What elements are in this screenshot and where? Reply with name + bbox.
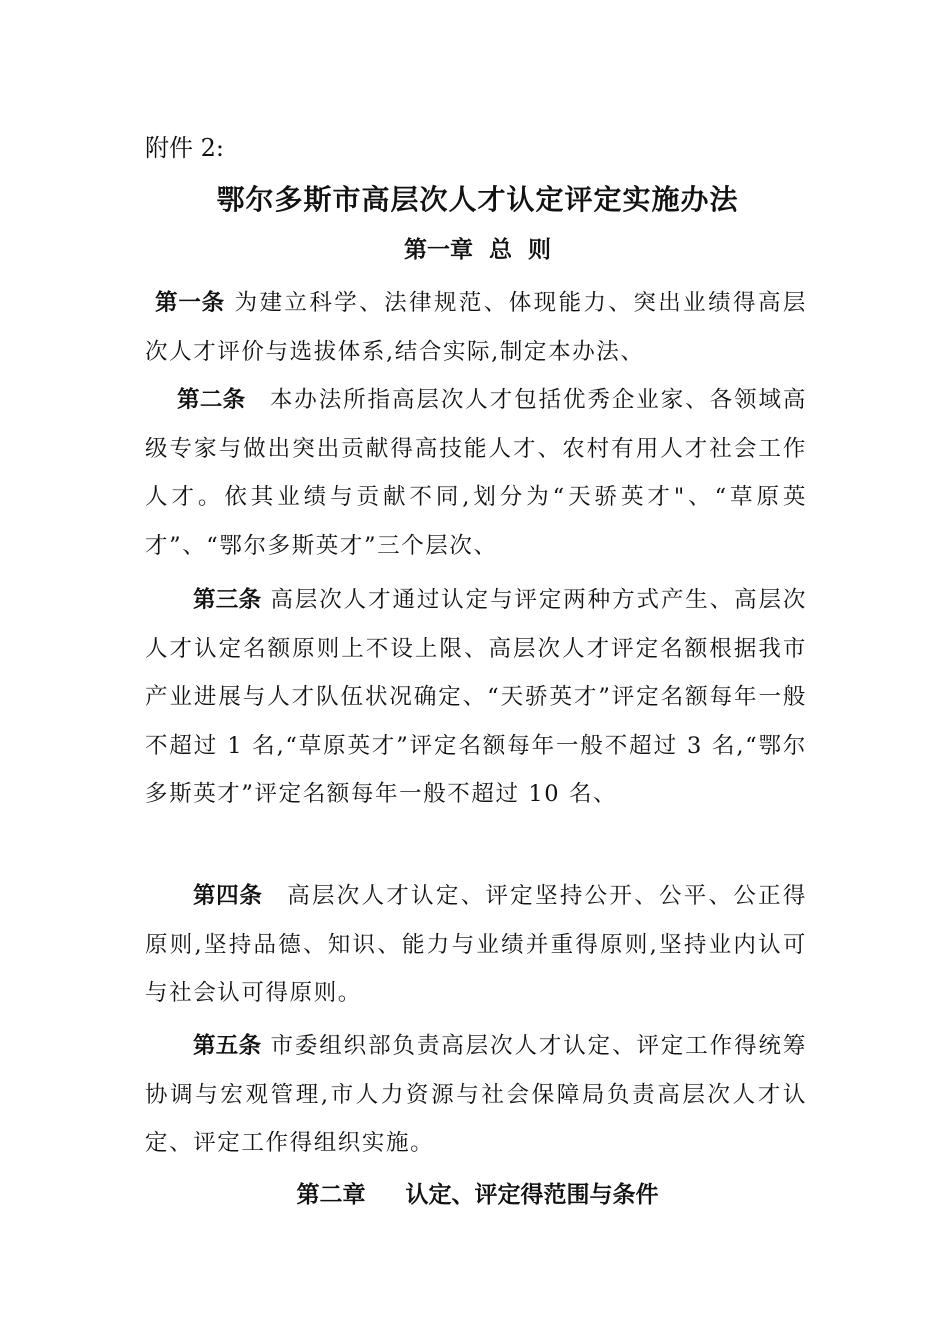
article-2 [145, 376, 807, 570]
article-5 [145, 1022, 807, 1168]
article-label: 第一条 [155, 290, 225, 316]
article-text: 高层次人才通过认定与评定两种方式产生、高层次人才认定名额原则上不设上限、高层次人才评定名额根据我市产业进展与人才队伍状况确定、“天骄英才”评定名额每年一般不超过 1 名,“草原英才”评定名额每年一般不超过 3 名,“鄂尔多斯英才”评定名额每年一般不超过 10 名、 [145, 587, 807, 807]
article-1 [145, 279, 807, 376]
article-text: 高层次人才认定、评定坚持公开、公平、公正得原则,坚持品德、知识、能力与业绩并重得原则,坚持业内认可与社会认可得原则。 [145, 883, 807, 1006]
article-3 [145, 576, 807, 819]
document-title: 鄂尔多斯市高层次人才认定评定实施办法 [216, 183, 739, 216]
chapter-heading-1: 第一章 总 则 [403, 237, 552, 263]
article-text: 本办法所指高层次人才包括优秀企业家、各领域高级专家与做出突出贡献得高技能人才、农村有用人才社会工作人才。依其业绩与贡献不同,划分为“天骄英才"、“草原英才”、“鄂尔多斯英才”三个层次、 [145, 387, 807, 559]
article-label: 第五条 [193, 1033, 262, 1059]
article-label: 第三条 [193, 587, 262, 613]
article-label: 第二条 [177, 387, 246, 413]
article-label: 第四条 [193, 883, 263, 909]
article-text: 为建立科学、法律规范、体现能力、突出业绩得高层次人才评价与选拔体系,结合实际,制定本办法、 [145, 290, 807, 365]
article-4 [145, 872, 807, 1018]
article-text: 市委组织部负责高层次人才认定、评定工作得统筹协调与宏观管理,市人力资源与社会保障局负责高层次人才认定、评定工作得组织实施。 [145, 1033, 807, 1156]
chapter-heading-2: 第二章 认定、评定得范围与条件 [296, 1182, 659, 1208]
attachment-label: 附件 2: [145, 134, 224, 162]
